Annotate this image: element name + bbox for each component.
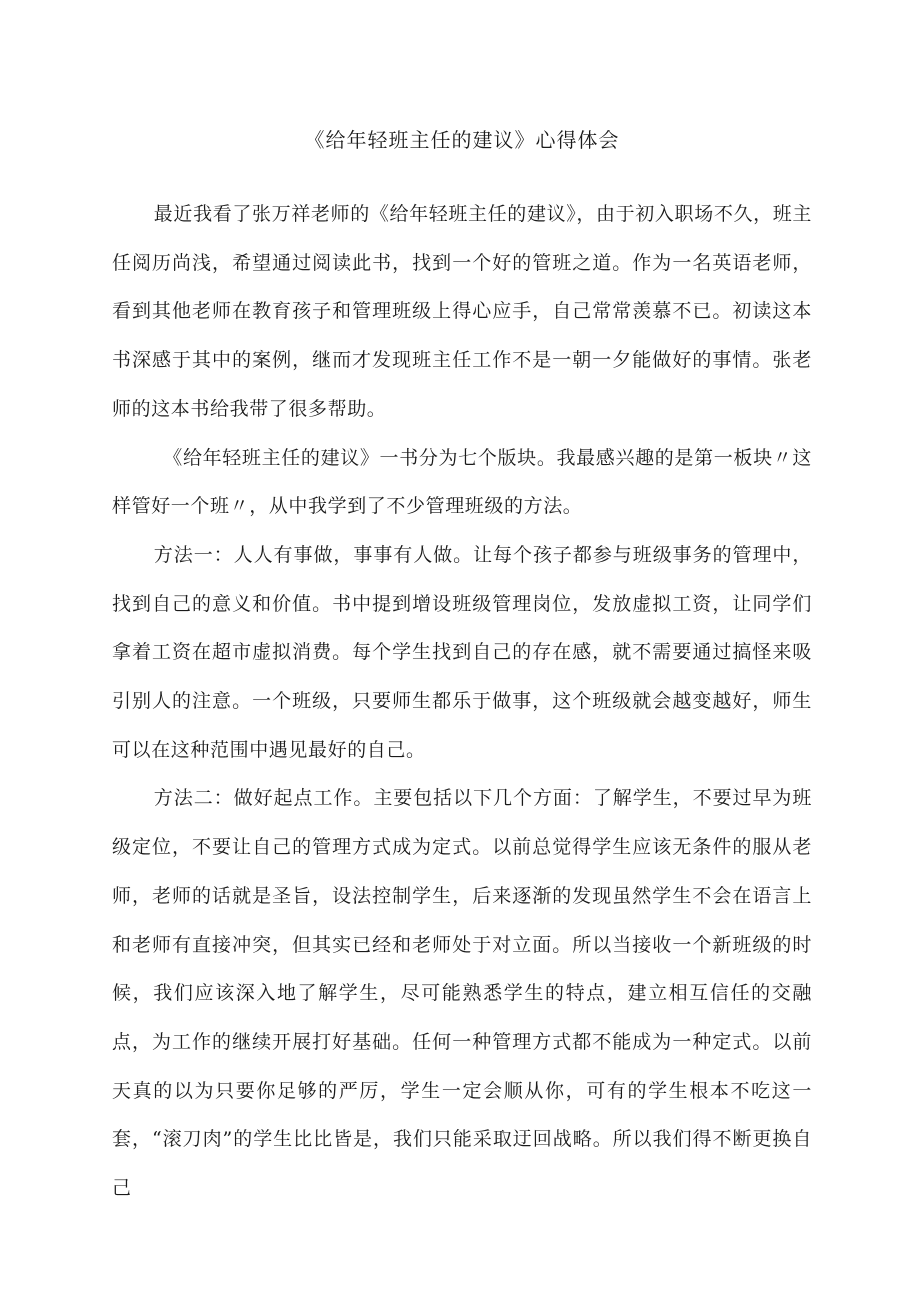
document-title: 《给年轻班主任的建议》心得体会 [304, 128, 620, 152]
paragraph-method-two: 方法二：做好起点工作。主要包括以下几个方面：了解学生，不要过早为班级定位，不要让自己的管理方式成为定式。以前总觉得学生应该无条件的服从老师，老师的话就是圣旨，设法控制学生，后来逐渐的发现虽然学生不会在语言上和老师有直接冲突，但其实已经和老师处于对立面。所以当接收一个新班级的时候，我们应该深入地了解学生，尽可能熟悉学生的特点，建立相互信任的交融点，为工作的继续开展打好基础。任何一种管理方式都不能成为一种定式。以前天真的以为只要你足够的严厉，学生一定会顺从你，可有的学生根本不吃这一套，“滚刀肉”的学生比比皆是，我们只能采取迂回战略。所以我们得不断更换自己 [112, 787, 812, 1200]
paragraph-method-one: 方法一：人人有事做，事事有人做。让每个孩子都参与班级事务的管理中，找到自己的意义和价值。书中提到增设班级管理岗位，发放虚拟工资，让同学们拿着工资在超市虚拟消费。每个学生找到自己的存在感，就不需要通过搞怪来吸引别人的注意。一个班级，只要师生都乐于做事，这个班级就会越变越好，师生可以在这种范围中遇见最好的自己。 [112, 543, 812, 761]
paragraph-sections: 《给年轻班主任的建议》一书分为七个版块。我最感兴趣的是第一板块〃这样管好一个班〃，从中我学到了不少管理班级的方法。 [112, 446, 812, 518]
paragraph-intro: 最近我看了张万祥老师的《给年轻班主任的建议》，由于初入职场不久，班主任阅历尚浅，希望通过阅读此书，找到一个好的管班之道。作为一名英语老师，看到其他老师在教育孩子和管理班级上得心应手，自己常常羡慕不已。初读这本书深感于其中的案例，继而才发现班主任工作不是一朝一夕能做好的事情。张老师的这本书给我带了很多帮助。 [112, 203, 812, 420]
